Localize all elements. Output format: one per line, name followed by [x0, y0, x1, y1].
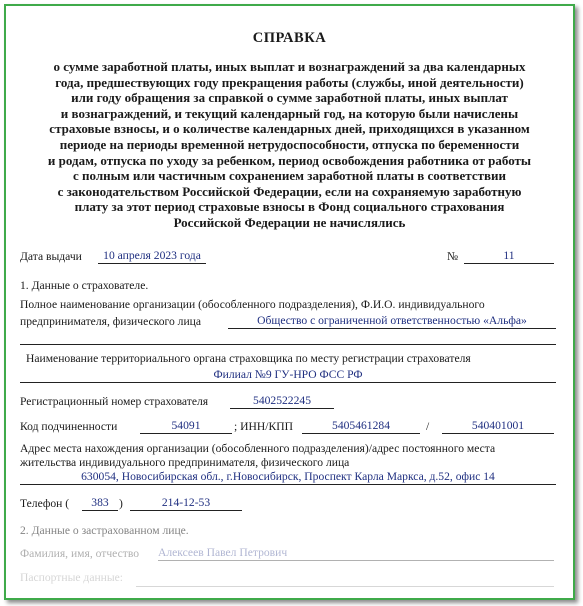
subtitle-line: года, предшествующих году прекращения работы (службы, иной деятельности) — [55, 74, 524, 90]
kpp-value: 540401001 — [442, 419, 554, 434]
subtitle-line: и родам, отпуска по уходу за ребенком, период освобождения работника от работы — [47, 152, 532, 168]
subtitle-line: и вознаграждений, и текущий календарный год, на которую были начислены — [60, 105, 519, 121]
inn-value: 5405461284 — [302, 419, 420, 434]
number-label: № — [447, 250, 459, 263]
section2-heading: 2. Данные о застрахованном лице. — [20, 524, 189, 537]
document-title: СПРАВКА — [252, 30, 327, 46]
phone-close: ) — [119, 497, 123, 510]
address-value: 630054, Новосибирская обл., г.Новосибирск, Проспект Карла Маркса, д.52, офис 14 — [20, 470, 556, 485]
passport-label: Паспортные данные: — [20, 571, 124, 584]
org-label-line1: Полное наименование организации (обособленного подразделения), Ф.И.О. индивидуального — [20, 298, 485, 311]
subtitle-line: или году обращения за справкой о сумме заработной платы, иных выплат — [71, 90, 508, 106]
fio-label: Фамилия, имя, отчество — [20, 547, 140, 560]
issue-date-label: Дата выдачи — [20, 250, 82, 263]
subtitle-line: с полным или частичным сохранением заработной платы в соответствии — [73, 168, 506, 184]
phone-label: Телефон ( — [20, 497, 70, 510]
inn-kpp-label: ; ИНН/КПП — [234, 420, 293, 433]
territorial-label: Наименование территориального органа страховщика по месту регистрации страхователя — [26, 352, 471, 365]
document-frame — [4, 4, 575, 600]
territorial-value: Филиал №9 ГУ-НРО ФСС РФ — [20, 368, 556, 383]
subordination-value: 54091 — [140, 419, 232, 434]
reg-number-label: Регистрационный номер страхователя — [20, 395, 209, 408]
address-label-line2: жительства индивидуального предпринимателя, физического лица — [20, 456, 350, 469]
section1-heading: 1. Данные о страхователе. — [20, 279, 149, 292]
passport-line — [136, 586, 554, 587]
fio-value: Алексеев Павел Петрович — [158, 546, 554, 561]
kpp-slash: / — [426, 420, 430, 433]
number-value: 11 — [464, 249, 554, 264]
address-label-line1: Адрес места нахождения организации (обособленного подразделения)/адрес постоянного места — [20, 442, 496, 455]
subordination-label: Код подчиненности — [20, 420, 118, 433]
subtitle-line: с законодательством Российской Федерации, если на сохраняемую заработную — [57, 183, 522, 199]
subtitle-line: плату за этот период страховые взносы в Фонд социального страхования — [74, 199, 505, 215]
phone-number: 214-12-53 — [130, 496, 242, 511]
subtitle-line: о сумме заработной платы, иных выплат и вознаграждений за два календарных — [53, 59, 526, 74]
subtitle-line: периоде на периоды временной нетрудоспособности, отпуска по беременности — [59, 136, 520, 152]
issue-date-value: 10 апреля 2023 года — [98, 249, 206, 264]
reg-number-value: 5402522245 — [230, 394, 334, 409]
subtitle-line: Российской Федерации не начислялись — [173, 214, 406, 230]
org-name-value: Общество с ограниченной ответственностью «Альфа» — [228, 314, 556, 329]
document-subtitle — [16, 59, 563, 231]
subtitle-line: страховые взносы, и о количестве календарных дней, приходящихся в указанном — [49, 121, 530, 137]
org-label-line2: предпринимателя, физического лица — [20, 315, 201, 328]
phone-code: 383 — [82, 496, 118, 511]
separator-line — [20, 344, 556, 345]
